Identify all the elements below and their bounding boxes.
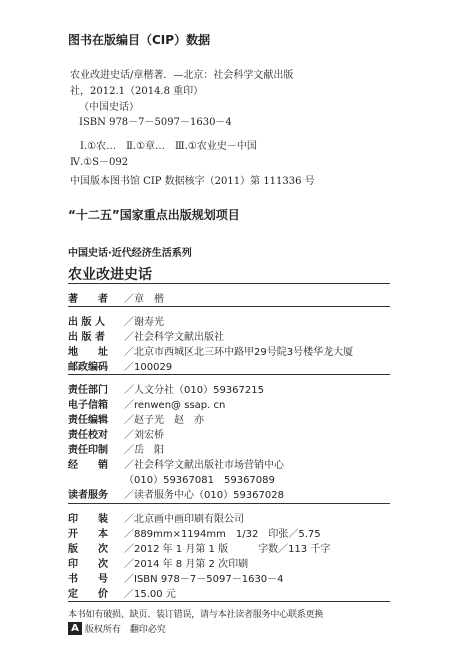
author-rule	[68, 306, 390, 307]
print-value: ／北京画中画印刷有限公司	[124, 514, 244, 525]
cip-heading: 图书在版编目（CIP）数据	[68, 33, 211, 47]
cip-line-1: 农业改进史话/章楷著．—北京：社会科学文献出版	[70, 70, 294, 81]
print-row-0	[68, 510, 244, 525]
series-name: 中国史话·近代经济生活系列	[68, 248, 192, 259]
editorial-value: ／社会科学文献出版社市场营销中心	[124, 460, 284, 471]
author-label: 著 者	[68, 294, 108, 305]
publisher-label: 出 版 者	[68, 332, 105, 343]
editorial-rule	[68, 503, 390, 504]
editorial-value: ／赵子光 赵 亦	[124, 415, 204, 426]
print-row-3	[68, 555, 248, 570]
editorial-label: 电子信箱	[68, 400, 108, 411]
editorial-label: 责任部门	[68, 385, 108, 396]
cip-line-6: Ⅳ.①S－092	[70, 157, 129, 168]
editorial-row-7	[68, 486, 284, 501]
editorial-value: ／岳 阳	[124, 445, 164, 456]
publisher-rule	[68, 374, 390, 375]
print-row-5	[68, 585, 176, 600]
publisher-label: 地 址	[68, 347, 108, 358]
print-label: 开 本	[68, 529, 108, 540]
title-rule	[68, 283, 390, 284]
damage-notice: 本书如有破损、缺页、装订错误，请与本社读者服务中心联系更换	[68, 610, 324, 620]
book-title: 农业改进史话	[68, 267, 152, 283]
publisher-logo-icon: A	[68, 622, 82, 635]
editorial-row-5	[68, 456, 284, 471]
publisher-value: ／北京市西城区北三环中路甲29号院3号楼华龙大厦	[124, 347, 354, 358]
author-row	[68, 290, 164, 305]
print-row-1	[68, 525, 321, 540]
print-value: ／ISBN 978－7－5097－1630－4	[124, 574, 284, 585]
cip-line-5: Ⅰ.①农… Ⅱ.①章… Ⅲ.①农业史－中国	[80, 141, 257, 152]
publisher-row-0	[68, 313, 164, 328]
cip-line-4: ISBN 978－7－5097－1630－4	[79, 117, 232, 128]
print-label: 印 次	[68, 559, 108, 570]
publisher-value: ／谢寿光	[124, 317, 164, 328]
editorial-row-6	[68, 471, 275, 486]
print-value: ／2014 年 8 月第 2 次印刷	[124, 559, 249, 570]
print-value: ／2012 年 1 月第 1 版 字数／113 千字	[124, 544, 331, 555]
print-label: 书 号	[68, 574, 108, 585]
editorial-label: 经 销	[68, 460, 108, 471]
editorial-label: 责任编辑	[68, 415, 108, 426]
print-row-2	[68, 540, 330, 555]
print-value: ／15.00 元	[124, 589, 176, 600]
editorial-label: 责任印制	[68, 445, 108, 456]
rights-text: 版权所有 翻印必究	[84, 625, 166, 635]
editorial-label: 读者服务	[68, 490, 108, 501]
print-value: ／889mm×1194mm 1/32 印张／5.75	[124, 529, 321, 540]
editorial-value: （010）59367081 59367089	[124, 475, 275, 486]
print-label: 版 次	[68, 544, 108, 555]
print-label: 印 装	[68, 514, 108, 525]
author-value: ／章 楷	[124, 294, 164, 305]
project-label: “十二五”国家重点出版规划项目	[68, 208, 240, 222]
publisher-value: ／100029	[124, 362, 173, 373]
print-rule	[68, 601, 390, 602]
editorial-value: ／人文分社（010）59367215	[124, 385, 264, 396]
editorial-row-0	[68, 381, 264, 396]
editorial-label: 责任校对	[68, 430, 108, 441]
publisher-label: 出 版 人	[68, 317, 105, 328]
editorial-row-3	[68, 426, 164, 441]
cip-line-7: 中国版本图书馆 CIP 数据核字（2011）第 111336 号	[70, 176, 315, 187]
editorial-row-1	[68, 396, 225, 411]
publisher-label: 邮政编码	[68, 362, 108, 373]
editorial-row-4	[68, 441, 164, 456]
print-row-4	[68, 570, 284, 585]
editorial-value: ／renwen@ ssap. cn	[124, 400, 226, 411]
publisher-value: ／社会科学文献出版社	[124, 332, 224, 343]
rights-row	[68, 622, 166, 635]
editorial-value: ／读者服务中心（010）59367028	[124, 490, 284, 501]
print-label: 定 价	[68, 589, 108, 600]
cip-line-3: （中国史话）	[79, 102, 139, 113]
publisher-row-3	[68, 358, 172, 373]
publisher-row-1	[68, 328, 224, 343]
editorial-value: ／刘宏桥	[124, 430, 164, 441]
editorial-row-2	[68, 411, 204, 426]
publisher-row-2	[68, 343, 353, 358]
cip-line-2: 社，2012.1（2014.8 重印）	[70, 86, 204, 97]
